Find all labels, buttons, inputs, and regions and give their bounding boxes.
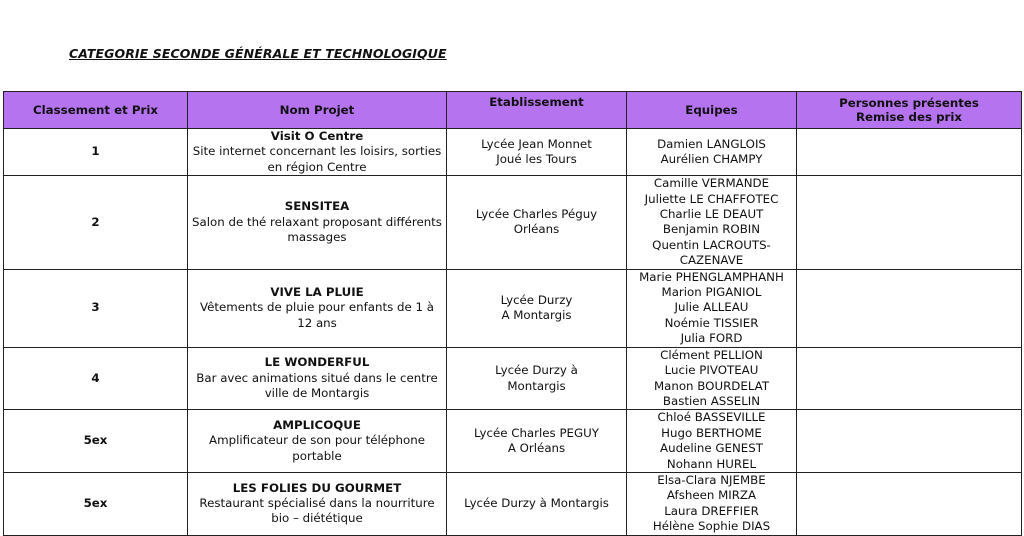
- team-member: Clément PELLION: [660, 347, 763, 362]
- team-member: Bastien ASSELIN: [662, 393, 761, 408]
- results-table: [3, 91, 1022, 536]
- team-member: Aurélien CHAMPY: [660, 152, 763, 167]
- team-cell: [627, 269, 797, 347]
- project-name: SENSITEA: [284, 199, 350, 214]
- team-member: Lucie PIVOTEAU: [664, 363, 759, 378]
- team-cell: [627, 129, 797, 176]
- table-row: [4, 129, 1022, 176]
- project-cell: [188, 129, 447, 176]
- header-project: Nom Projet: [188, 92, 447, 129]
- team-member: Marie PHENGLAMPHANH: [639, 269, 784, 284]
- present-cell: [797, 410, 1022, 473]
- school-city: A Montargis: [501, 308, 572, 323]
- team-cell: [627, 410, 797, 473]
- table-body: [4, 129, 1022, 536]
- team-member: Quentin LACROUTS-: [652, 237, 771, 252]
- table-row: [4, 176, 1022, 269]
- project-name: VIVE LA PLUIE: [270, 285, 364, 300]
- team-member: CAZENAVE: [679, 253, 744, 268]
- project-cell: [188, 410, 447, 473]
- table-header-row: [4, 92, 1022, 129]
- project-name: LES FOLIES DU GOURMET: [232, 480, 402, 495]
- project-name: LE WONDERFUL: [264, 355, 370, 370]
- project-name: AMPLICOQUE: [273, 418, 361, 433]
- project-name: Visit O Centre: [270, 129, 364, 143]
- project-description: Amplificateur de son pour téléphone portable: [209, 433, 425, 463]
- team-member: Marion PIGANIOL: [661, 285, 762, 300]
- school-cell: [447, 472, 627, 535]
- rank-cell: 1: [4, 129, 188, 176]
- school-cell: [447, 269, 627, 347]
- school-name: Lycée Charles Péguy: [475, 207, 598, 222]
- present-cell: [797, 347, 1022, 410]
- team-member: Benjamin ROBIN: [662, 222, 761, 237]
- school-name: Lycée Charles PEGUY: [474, 425, 599, 440]
- team-member: Nohann HUREL: [666, 456, 757, 471]
- school-cell: [447, 176, 627, 269]
- team-member: Chloé BASSEVILLE: [657, 410, 766, 425]
- project-description: Salon de thé relaxant proposant différents massages: [192, 214, 442, 245]
- project-cell: [188, 347, 447, 410]
- school-name: Lycée Durzy à: [495, 363, 578, 378]
- team-member: Charlie LE DEAUT: [659, 207, 764, 222]
- table-row: [4, 347, 1022, 410]
- team-member: Hélène Sophie DIAS: [652, 519, 771, 534]
- team-member: Hugo BERTHOME: [661, 425, 762, 440]
- present-cell: [797, 129, 1022, 176]
- team-cell: [627, 347, 797, 410]
- rank-cell: 3: [4, 269, 188, 347]
- school-cell: [447, 129, 627, 176]
- team-member: Afsheen MIRZA: [666, 488, 757, 503]
- school-cell: [447, 410, 627, 473]
- school-name: Lycée Durzy à Montargis: [464, 496, 609, 511]
- rank-cell: 5ex: [4, 472, 188, 535]
- table-row: [4, 269, 1022, 347]
- project-cell: [188, 472, 447, 535]
- rank-cell: 5ex: [4, 410, 188, 473]
- header-rank: Classement et Prix: [4, 92, 188, 129]
- present-cell: [797, 472, 1022, 535]
- team-member: Laura DREFFIER: [664, 503, 759, 518]
- school-cell: [447, 347, 627, 410]
- team-cell: [627, 176, 797, 269]
- school-city: Joué les Tours: [496, 152, 577, 167]
- team-member: Julia FORD: [680, 331, 743, 346]
- project-cell: [188, 269, 447, 347]
- present-cell: [797, 176, 1022, 269]
- team-member: Manon BOURDELAT: [653, 378, 770, 393]
- team-member: Julie ALLEAU: [674, 300, 749, 315]
- rank-cell: 2: [4, 176, 188, 269]
- table-row: [4, 472, 1022, 535]
- school-name: Lycée Durzy: [500, 292, 573, 307]
- table-row: [4, 410, 1022, 473]
- school-name: Lycée Jean Monnet: [481, 136, 592, 151]
- project-description: Bar avec animations situé dans le centre ville de Montargis: [196, 370, 438, 401]
- rank-cell: 4: [4, 347, 188, 410]
- team-member: Audeline GENEST: [660, 441, 763, 456]
- header-team: Equipes: [627, 92, 797, 129]
- present-cell: [797, 269, 1022, 347]
- school-city: Orléans: [513, 222, 560, 237]
- header-present: [797, 92, 1022, 129]
- header-present-line1: Personnes présentes: [839, 96, 979, 110]
- team-member: Elsa-Clara NJEMBE: [657, 472, 766, 487]
- team-member: Juliette LE CHAFFOTEC: [644, 191, 779, 206]
- school-city: Montargis: [507, 378, 566, 393]
- team-member: Damien LANGLOIS: [657, 136, 766, 151]
- header-present-line2: Remise des prix: [855, 110, 963, 124]
- team-member: Noémie TISSIER: [664, 315, 759, 330]
- school-city: A Orléans: [507, 441, 566, 456]
- project-description: Restaurant spécialisé dans la nourriture bio – diététique: [199, 496, 435, 526]
- project-cell: [188, 176, 447, 269]
- project-description: Vêtements de pluie pour enfants de 1 à 12 ans: [200, 300, 434, 330]
- header-school: Etablissement: [447, 92, 627, 129]
- project-description: Site internet concernant les loisirs, sorties en région Centre: [192, 144, 442, 174]
- team-member: Camille VERMANDE: [653, 176, 770, 191]
- team-cell: [627, 472, 797, 535]
- document-title: CATEGORIE SECONDE GÉNÉRALE ET TECHNOLOGIQUE: [69, 46, 447, 61]
